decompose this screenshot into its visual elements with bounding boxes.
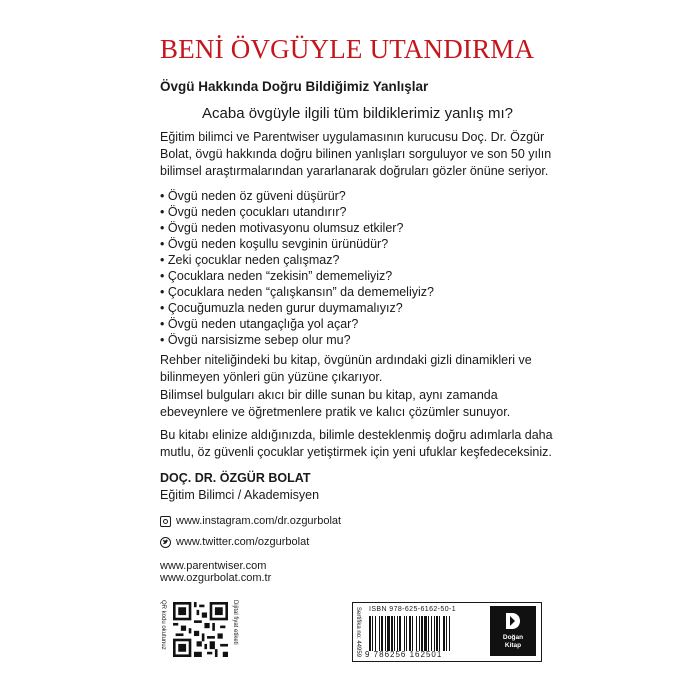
- barcode-bar: [449, 616, 450, 651]
- instagram-url[interactable]: www.instagram.com/dr.ozgurbolat: [176, 515, 342, 527]
- barcode-bar: [416, 616, 417, 651]
- barcode-bar: [428, 616, 429, 651]
- question-list: [160, 188, 434, 348]
- barcode-bar: [419, 616, 420, 651]
- author-name: DOÇ. DR. ÖZGÜR BOLAT: [160, 471, 311, 485]
- qr-left-caption: QR kodu okutunuz: [160, 600, 166, 650]
- publisher-name-line1: Doğan: [502, 634, 524, 641]
- barcode-bar: [372, 616, 373, 651]
- list-item: • Övgü neden öz güveni düşürür?: [160, 188, 434, 204]
- barcode-number: 9 786256 162501: [365, 650, 443, 659]
- list-item: • Övgü narsisizme sebep olur mu?: [160, 332, 434, 348]
- barcode-bar: [385, 616, 386, 651]
- instagram-icon: [160, 516, 171, 527]
- list-item: • Zeki çocuklar neden çalışmaz?: [160, 252, 434, 268]
- publisher-logo: [490, 606, 536, 656]
- barcode-bar: [397, 616, 398, 651]
- barcode-block: [352, 602, 542, 662]
- barcode-bar: [412, 616, 413, 651]
- twitter-url[interactable]: www.twitter.com/ozgurbolat: [176, 536, 310, 548]
- findings-paragraph: Bilimsel bulguları akıcı bir dille sunan bu kitap, aynı zamanda ebeveynlere ve öğretmenlere pratik ve kalıcı çözümler sunuyor.: [160, 388, 511, 419]
- barcode-bar: [436, 616, 438, 651]
- list-item: • Çocuğumuzla neden gurur duymamalıyız?: [160, 300, 434, 316]
- closing-paragraph: Bu kitabı elinize aldığınızda, bilimle desteklenmiş doğru adımlarla daha mutlu, öz güvenli çocuklar yetiştirmek için yeni ufuklar keşfedeceksiniz.: [160, 428, 553, 459]
- barcode-bar: [381, 616, 383, 651]
- lead-question: Acaba övgüyle ilgili tüm bildiklerimiz yanlış mı?: [202, 105, 513, 122]
- certificate-number: Sertifika no: 44959: [355, 607, 361, 658]
- barcode-bar: [409, 616, 411, 651]
- website-link[interactable]: www.parentwiser.com: [160, 560, 267, 572]
- twitter-icon: [160, 537, 171, 548]
- barcode-bar: [369, 616, 371, 651]
- list-item: • Övgü neden utangaçlığa yol açar?: [160, 316, 434, 332]
- qr-code[interactable]: [173, 602, 228, 657]
- guide-paragraph: Rehber niteliğindeki bu kitap, övgünün ardındaki gizli dinamikleri ve bilinmeyen yönleri gün yüzüne çıkarıyor.: [160, 353, 532, 384]
- barcode-bar: [424, 616, 427, 651]
- barcode-bar: [434, 616, 435, 651]
- barcode-bar: [406, 616, 407, 651]
- book-subtitle: Övgü Hakkında Doğru Bildiğimiz Yanlışlar: [160, 79, 429, 94]
- barcode-bar: [375, 616, 376, 651]
- list-item: • Övgü neden motivasyonu olumsuz etkiler?: [160, 220, 434, 236]
- author-role: Eğitim Bilimci / Akademisyen: [160, 488, 320, 502]
- intro-paragraph: Eğitim bilimci ve Parentwiser uygulamasının kurucusu Doç. Dr. Özgür Bolat, övgü hakkında doğru bilinen yanlışları sorguluyor ve son 50 yılın bilimsel araştırmalarından yararlanarak doğruları gözler önüne seriyor.: [160, 130, 552, 178]
- barcode-bar: [404, 616, 405, 651]
- barcode-bar: [391, 616, 393, 651]
- barcode-bar: [387, 616, 390, 651]
- barcode: [369, 616, 485, 651]
- list-item: • Övgü neden çocukları utandırır?: [160, 204, 434, 220]
- isbn-text: ISBN 978-625-6162-50-1: [369, 606, 457, 613]
- instagram-link-row: [160, 515, 341, 527]
- publisher-mark-icon: [503, 611, 523, 631]
- book-title: BENİ ÖVGÜYLE UTANDIRMA: [160, 34, 535, 64]
- list-item: • Övgü neden koşullu sevginin ürünüdür?: [160, 236, 434, 252]
- barcode-bar: [379, 616, 380, 651]
- barcode-bar: [431, 616, 432, 651]
- barcode-bar: [446, 616, 447, 651]
- barcode-bar: [439, 616, 440, 651]
- barcode-bar: [443, 616, 445, 651]
- qr-right-caption: Dijital fiyat etiketi: [232, 600, 238, 645]
- qr-code-block: [155, 600, 255, 660]
- barcode-bar: [399, 616, 401, 651]
- twitter-link-row: [160, 536, 309, 548]
- list-item: • Çocuklara neden “çalışkansın” da dememeliyiz?: [160, 284, 434, 300]
- publisher-name-line2: Kitap: [504, 642, 522, 649]
- barcode-bar: [421, 616, 423, 651]
- barcode-bar: [394, 616, 395, 651]
- website-link[interactable]: www.ozgurbolat.com.tr: [160, 572, 272, 584]
- list-item: • Çocuklara neden “zekisin” dememeliyiz?: [160, 268, 434, 284]
